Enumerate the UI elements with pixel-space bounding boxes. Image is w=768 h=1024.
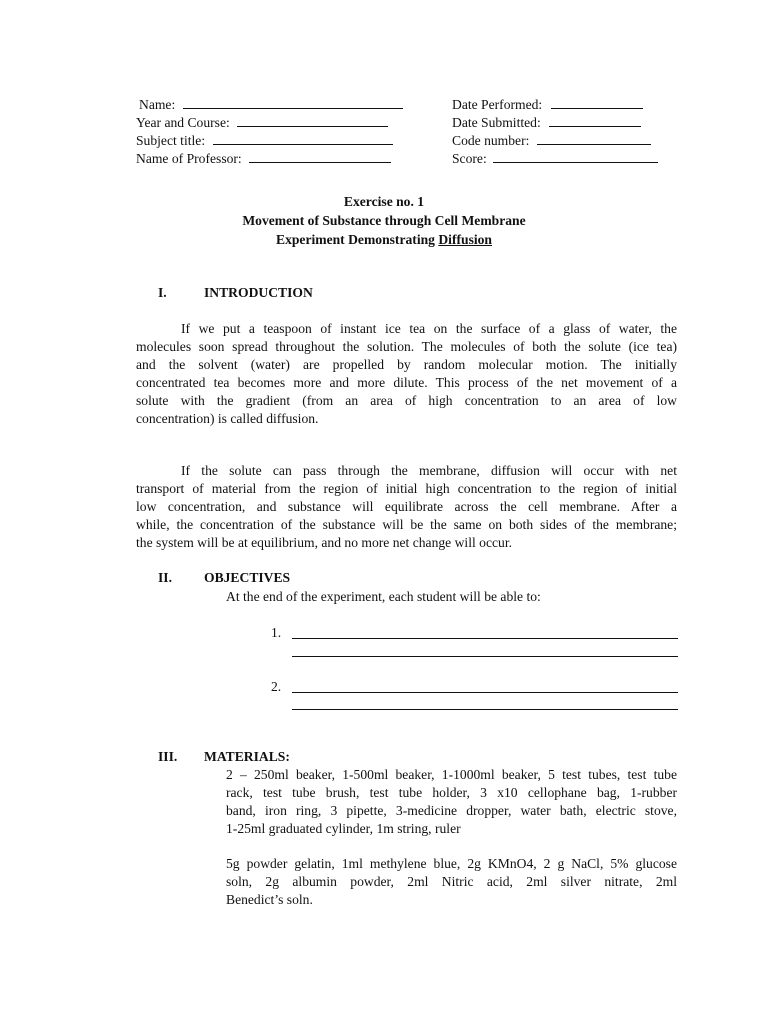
subject-title-field[interactable] [136, 130, 393, 150]
date-submitted-blank[interactable] [549, 112, 641, 127]
intro-numeral: I. [158, 285, 167, 300]
experiment-prefix: Experiment Demonstrating [276, 232, 439, 247]
materials-heading: MATERIALS: [204, 749, 290, 764]
date-submitted-field[interactable] [452, 112, 641, 132]
exercise-number: Exercise no. 1 [343, 194, 425, 209]
subject-title-label: Subject title: [136, 133, 206, 148]
objective-2-number: 2. [271, 679, 282, 694]
materials-equipment-list [226, 766, 677, 838]
intro-p1-line: concentrated tea becomes more and more dilute. This process of the net movement of a [136, 375, 677, 390]
objectives-lead: At the end of the experiment, each student will be able to: [226, 589, 541, 604]
year-course-field[interactable] [136, 112, 388, 132]
code-number-field[interactable] [452, 130, 651, 150]
materials-p1-line: 1-25ml graduated cylinder, 1m string, ruler [226, 821, 461, 836]
materials-p1-line: 2 – 250ml beaker, 1-500ml beaker, 1-1000ml beaker, 5 test tubes, test tube [226, 767, 677, 782]
objective-1-line-2[interactable] [292, 656, 678, 657]
materials-p2-line: 5g powder gelatin, 1ml methylene blue, 2g KMnO4, 2 g NaCl, 5% glucose [226, 856, 677, 871]
date-submitted-label: Date Submitted: [452, 115, 541, 130]
date-performed-field[interactable] [452, 94, 643, 114]
objective-2-line-1[interactable] [292, 692, 678, 693]
name-field[interactable] [139, 94, 403, 114]
professor-label: Name of Professor: [136, 151, 242, 166]
materials-numeral: III. [158, 749, 178, 764]
objectives-heading: OBJECTIVES [204, 570, 291, 585]
score-field[interactable] [452, 148, 658, 168]
materials-reagents-list [226, 855, 677, 909]
score-blank[interactable] [493, 148, 658, 163]
intro-p1-line: concentration) is called diffusion. [136, 411, 319, 426]
materials-p2-line: soln, 2g albumin powder, 2ml Nitric acid, 2ml silver nitrate, 2ml [226, 874, 677, 889]
intro-p1-line: solute with the gradient (from an area of high concentration to an area of low [136, 393, 677, 408]
intro-p1-line: molecules soon spread throughout the solution. The molecules of both the solute (ice tea) [136, 339, 677, 354]
intro-p2-line: low concentration, and substance will equilibrate across the cell membrane. After a [136, 499, 677, 514]
intro-p2-line: while, the concentration of the substance will be the same on both sides of the membrane; [136, 517, 677, 532]
intro-paragraph-2 [136, 462, 677, 552]
materials-p1-line: rack, test tube brush, test tube holder, 3 x10 cellophane bag, 1-rubber [226, 785, 677, 800]
professor-field[interactable] [136, 148, 391, 168]
experiment-title [0, 231, 768, 249]
date-performed-blank[interactable] [551, 94, 643, 109]
materials-p2-line: Benedict’s soln. [226, 892, 313, 907]
date-performed-label: Date Performed: [452, 97, 543, 112]
exercise-subtitle: Movement of Substance through Cell Membrane [242, 213, 526, 228]
intro-p2-line: transport of material from the region of initial high concentration to the region of initial [136, 481, 677, 496]
objectives-numeral: II. [158, 570, 172, 585]
intro-p2-line: the system will be at equilibrium, and no more net change will occur. [136, 535, 512, 550]
intro-p1-line: and the solvent (water) are propelled by random molecular motion. The initially [136, 357, 677, 372]
intro-heading: INTRODUCTION [204, 285, 313, 300]
professor-blank[interactable] [249, 148, 391, 163]
objective-1-number: 1. [271, 625, 282, 640]
score-label: Score: [452, 151, 487, 166]
intro-p1-line: If we put a teaspoon of instant ice tea on the surface of a glass of water, the [181, 321, 677, 336]
objective-2-line-2[interactable] [292, 709, 678, 710]
subject-title-blank[interactable] [213, 130, 393, 145]
code-number-blank[interactable] [537, 130, 651, 145]
year-course-label: Year and Course: [136, 115, 230, 130]
intro-paragraph-1 [136, 320, 677, 428]
name-label: Name: [139, 97, 176, 112]
objective-1-line-1[interactable] [292, 638, 678, 639]
year-course-blank[interactable] [237, 112, 388, 127]
materials-p1-line: band, iron ring, 3 pipette, 3-medicine dropper, water bath, electric stove, [226, 803, 677, 818]
code-number-label: Code number: [452, 133, 530, 148]
intro-p2-line: If the solute can pass through the membrane, diffusion will occur with net [181, 463, 677, 478]
experiment-keyword: Diffusion [438, 232, 492, 247]
name-blank[interactable] [183, 94, 403, 109]
